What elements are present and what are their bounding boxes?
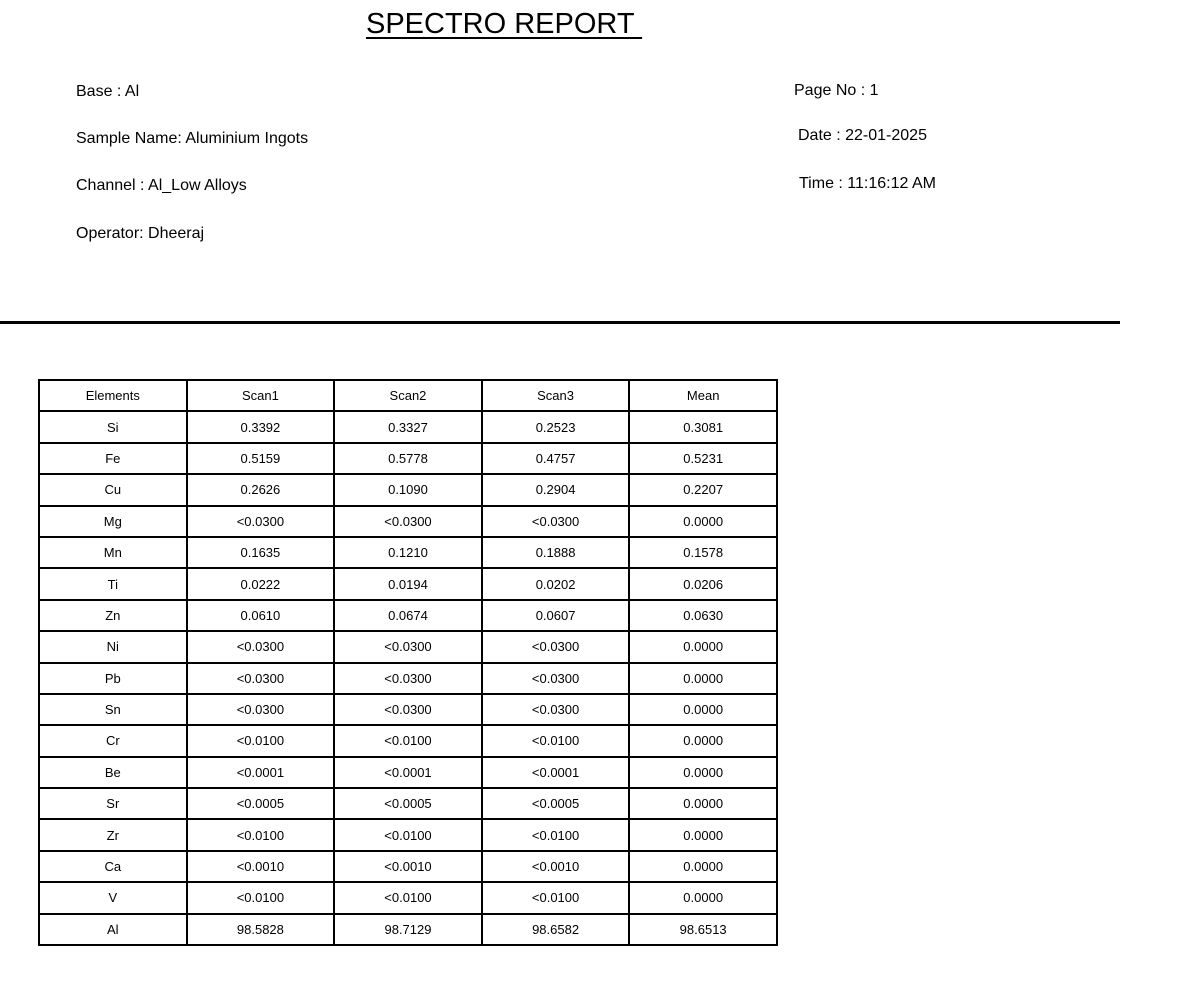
- table-row: [39, 537, 777, 568]
- operator-label: Operator: Dheeraj: [76, 225, 205, 242]
- scan3-cell: 0.1888: [482, 537, 630, 568]
- mean-cell: 0.1578: [629, 537, 777, 568]
- element-cell: Zr: [39, 819, 187, 850]
- scan2-cell: 0.5778: [334, 443, 482, 474]
- scan1-cell: <0.0010: [187, 851, 335, 882]
- column-header-elements: Elements: [39, 380, 187, 411]
- scan1-cell: <0.0005: [187, 788, 335, 819]
- element-cell: Sn: [39, 694, 187, 725]
- mean-cell: 0.5231: [629, 443, 777, 474]
- table-row: [39, 851, 777, 882]
- scan3-cell: 98.6582: [482, 914, 630, 945]
- element-cell: Cr: [39, 725, 187, 756]
- scan3-cell: <0.0005: [482, 788, 630, 819]
- table-row: [39, 914, 777, 945]
- header-divider: [0, 321, 1120, 324]
- column-header-scan1: Scan1: [187, 380, 335, 411]
- date-label: Date : 22-01-2025: [798, 127, 927, 144]
- scan2-cell: <0.0100: [334, 882, 482, 913]
- element-cell: Zn: [39, 600, 187, 631]
- element-cell: Sr: [39, 788, 187, 819]
- element-cell: Fe: [39, 443, 187, 474]
- scan2-cell: 0.3327: [334, 411, 482, 442]
- mean-cell: 0.0000: [629, 506, 777, 537]
- element-cell: Al: [39, 914, 187, 945]
- column-header-scan2: Scan2: [334, 380, 482, 411]
- table-row: [39, 631, 777, 662]
- element-cell: Ti: [39, 568, 187, 599]
- scan2-cell: <0.0005: [334, 788, 482, 819]
- results-table: [38, 379, 778, 946]
- mean-cell: 0.0000: [629, 851, 777, 882]
- element-cell: Ni: [39, 631, 187, 662]
- column-header-scan3: Scan3: [482, 380, 630, 411]
- mean-cell: 0.0000: [629, 694, 777, 725]
- table-row: [39, 474, 777, 505]
- table-row: [39, 819, 777, 850]
- scan2-cell: 98.7129: [334, 914, 482, 945]
- scan2-cell: <0.0001: [334, 757, 482, 788]
- scan3-cell: <0.0300: [482, 694, 630, 725]
- mean-cell: 0.0000: [629, 788, 777, 819]
- mean-cell: 0.0000: [629, 631, 777, 662]
- table-row: [39, 757, 777, 788]
- mean-cell: 0.0000: [629, 882, 777, 913]
- scan3-cell: <0.0300: [482, 631, 630, 662]
- scan3-cell: <0.0300: [482, 506, 630, 537]
- table-row: [39, 663, 777, 694]
- scan3-cell: 0.2904: [482, 474, 630, 505]
- scan1-cell: 0.2626: [187, 474, 335, 505]
- scan1-cell: 0.0222: [187, 568, 335, 599]
- scan2-cell: <0.0100: [334, 819, 482, 850]
- mean-cell: 0.0206: [629, 568, 777, 599]
- mean-cell: 98.6513: [629, 914, 777, 945]
- mean-cell: 0.0000: [629, 819, 777, 850]
- element-cell: Pb: [39, 663, 187, 694]
- table-row: [39, 506, 777, 537]
- report-title: SPECTRO REPORT: [366, 8, 643, 40]
- scan3-cell: <0.0100: [482, 725, 630, 756]
- element-cell: Ca: [39, 851, 187, 882]
- mean-cell: 0.3081: [629, 411, 777, 442]
- table-row: [39, 411, 777, 442]
- scan3-cell: <0.0100: [482, 819, 630, 850]
- table-row: [39, 568, 777, 599]
- table-body: [39, 411, 777, 945]
- table-header-row: [39, 380, 777, 411]
- scan3-cell: 0.4757: [482, 443, 630, 474]
- table-row: [39, 443, 777, 474]
- mean-cell: 0.0000: [629, 725, 777, 756]
- sample-name-label: Sample Name: Aluminium Ingots: [76, 130, 309, 147]
- mean-cell: 0.0000: [629, 757, 777, 788]
- mean-cell: 0.2207: [629, 474, 777, 505]
- scan1-cell: <0.0100: [187, 725, 335, 756]
- column-header-mean: Mean: [629, 380, 777, 411]
- page-number-label: Page No : 1: [794, 82, 879, 99]
- table-row: [39, 788, 777, 819]
- table-row: [39, 882, 777, 913]
- scan3-cell: 0.0202: [482, 568, 630, 599]
- scan2-cell: <0.0300: [334, 694, 482, 725]
- channel-label: Channel : Al_Low Alloys: [76, 177, 247, 194]
- scan2-cell: <0.0100: [334, 725, 482, 756]
- scan3-cell: 0.0607: [482, 600, 630, 631]
- mean-cell: 0.0630: [629, 600, 777, 631]
- time-label: Time : 11:16:12 AM: [799, 175, 936, 192]
- scan1-cell: <0.0100: [187, 819, 335, 850]
- scan2-cell: <0.0300: [334, 506, 482, 537]
- element-cell: Cu: [39, 474, 187, 505]
- scan1-cell: 98.5828: [187, 914, 335, 945]
- element-cell: V: [39, 882, 187, 913]
- base-label: Base : Al: [76, 83, 140, 100]
- table-row: [39, 694, 777, 725]
- element-cell: Mn: [39, 537, 187, 568]
- scan3-cell: <0.0001: [482, 757, 630, 788]
- element-cell: Si: [39, 411, 187, 442]
- scan1-cell: 0.0610: [187, 600, 335, 631]
- table-row: [39, 725, 777, 756]
- scan2-cell: 0.1210: [334, 537, 482, 568]
- scan3-cell: <0.0300: [482, 663, 630, 694]
- scan2-cell: 0.1090: [334, 474, 482, 505]
- scan1-cell: <0.0300: [187, 506, 335, 537]
- scan3-cell: <0.0010: [482, 851, 630, 882]
- scan1-cell: <0.0100: [187, 882, 335, 913]
- scan2-cell: <0.0300: [334, 663, 482, 694]
- scan3-cell: 0.2523: [482, 411, 630, 442]
- scan1-cell: <0.0300: [187, 694, 335, 725]
- scan2-cell: 0.0194: [334, 568, 482, 599]
- scan1-cell: 0.1635: [187, 537, 335, 568]
- table-row: [39, 600, 777, 631]
- scan1-cell: <0.0001: [187, 757, 335, 788]
- scan1-cell: 0.3392: [187, 411, 335, 442]
- element-cell: Be: [39, 757, 187, 788]
- scan2-cell: 0.0674: [334, 600, 482, 631]
- element-cell: Mg: [39, 506, 187, 537]
- scan1-cell: <0.0300: [187, 631, 335, 662]
- scan3-cell: <0.0100: [482, 882, 630, 913]
- scan1-cell: <0.0300: [187, 663, 335, 694]
- scan1-cell: 0.5159: [187, 443, 335, 474]
- scan2-cell: <0.0010: [334, 851, 482, 882]
- mean-cell: 0.0000: [629, 663, 777, 694]
- scan2-cell: <0.0300: [334, 631, 482, 662]
